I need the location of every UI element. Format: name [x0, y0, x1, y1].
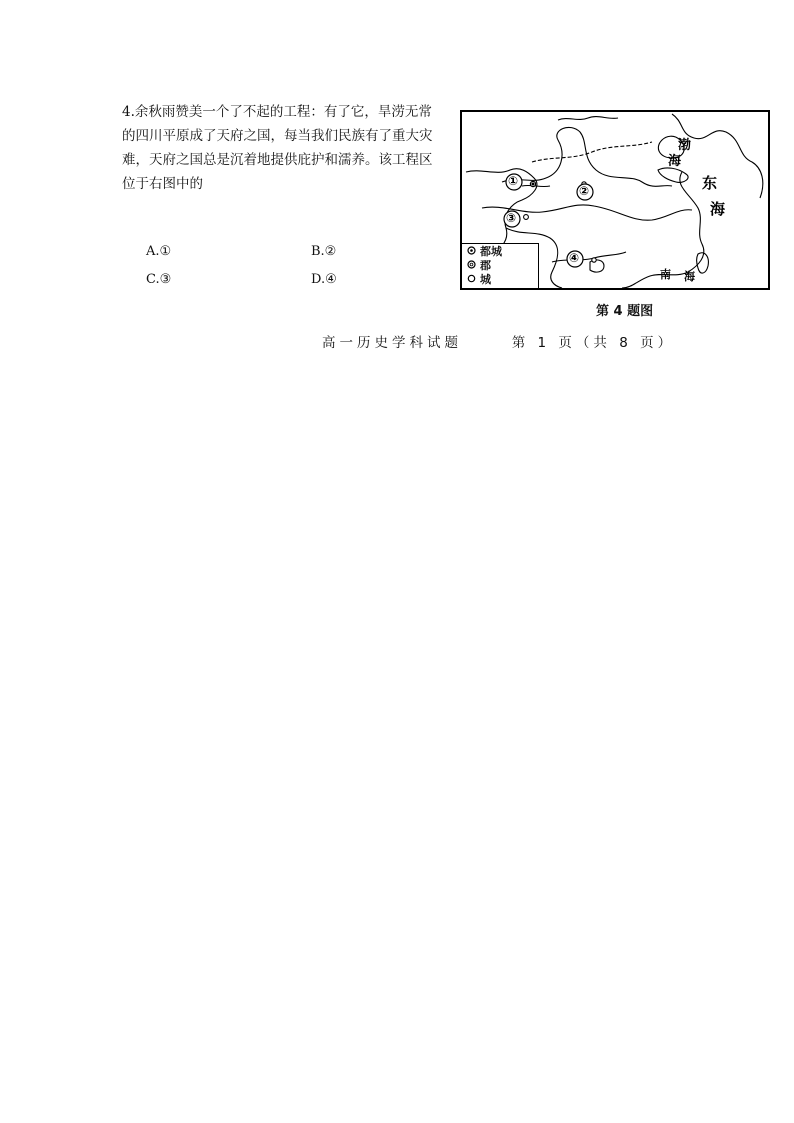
question-text	[122, 100, 452, 196]
legend-row-city	[462, 272, 538, 286]
map-marker-1: ①	[508, 174, 519, 188]
city-dot-sichuan	[524, 215, 529, 220]
taiwan-island	[697, 253, 709, 273]
figure-caption: 第 4 题图	[596, 304, 654, 319]
city-symbol-icon	[466, 273, 476, 286]
legend-label-commandery: 郡	[480, 259, 491, 272]
capital-symbol-icon	[466, 245, 476, 258]
question-line-2: 的四川平原成了天府之国，每当我们民族有了重大灾	[122, 128, 433, 144]
question-line-1: 4.余秋雨赞美一个了不起的工程：有了它，旱涝无常	[122, 104, 432, 120]
legend-label-city: 城	[480, 273, 491, 286]
map-sea-donghai: 海	[710, 200, 726, 218]
great-wall	[532, 142, 652, 162]
footer-subject: 高一历史学科试题	[322, 335, 462, 351]
map-figure	[460, 110, 770, 290]
pearl-river	[552, 252, 626, 262]
yellow-river	[502, 127, 672, 186]
wei-river	[522, 185, 550, 186]
option-a[interactable]: A.①	[146, 244, 172, 259]
question-line-3: 难，天府之国总是沉着地提供庇护和濡养。该工程区	[122, 152, 433, 168]
map-sea-nanhai: 海	[684, 270, 695, 283]
city-dot-south	[592, 258, 596, 262]
question-line-4: 位于右图中的	[122, 176, 203, 192]
map-sea-dong: 东	[702, 174, 718, 192]
map-legend	[462, 243, 539, 288]
map-sea-bohai: 海	[668, 154, 682, 169]
legend-row-capital	[462, 244, 538, 258]
footer-page-number: 第 1 页（共 8 页）	[511, 335, 676, 351]
page-footer	[322, 331, 675, 351]
map-marker-4: ④	[569, 251, 580, 265]
option-c[interactable]: C.③	[146, 272, 172, 287]
map-marker-2: ②	[579, 184, 590, 198]
map-sea-nan: 南	[660, 268, 671, 281]
map-sea-bo: 渤	[678, 138, 692, 153]
legend-row-commandery	[462, 258, 538, 272]
commandery-symbol-icon	[466, 259, 476, 272]
map-marker-3: ③	[506, 211, 517, 225]
capital-city-dot-inner	[532, 183, 534, 185]
option-d[interactable]: D.④	[311, 272, 337, 287]
northern-range	[558, 117, 618, 120]
option-b[interactable]: B.②	[311, 244, 337, 259]
shandong-peninsula	[658, 168, 688, 182]
legend-label-capital: 都城	[480, 245, 502, 258]
coastline	[672, 114, 763, 198]
